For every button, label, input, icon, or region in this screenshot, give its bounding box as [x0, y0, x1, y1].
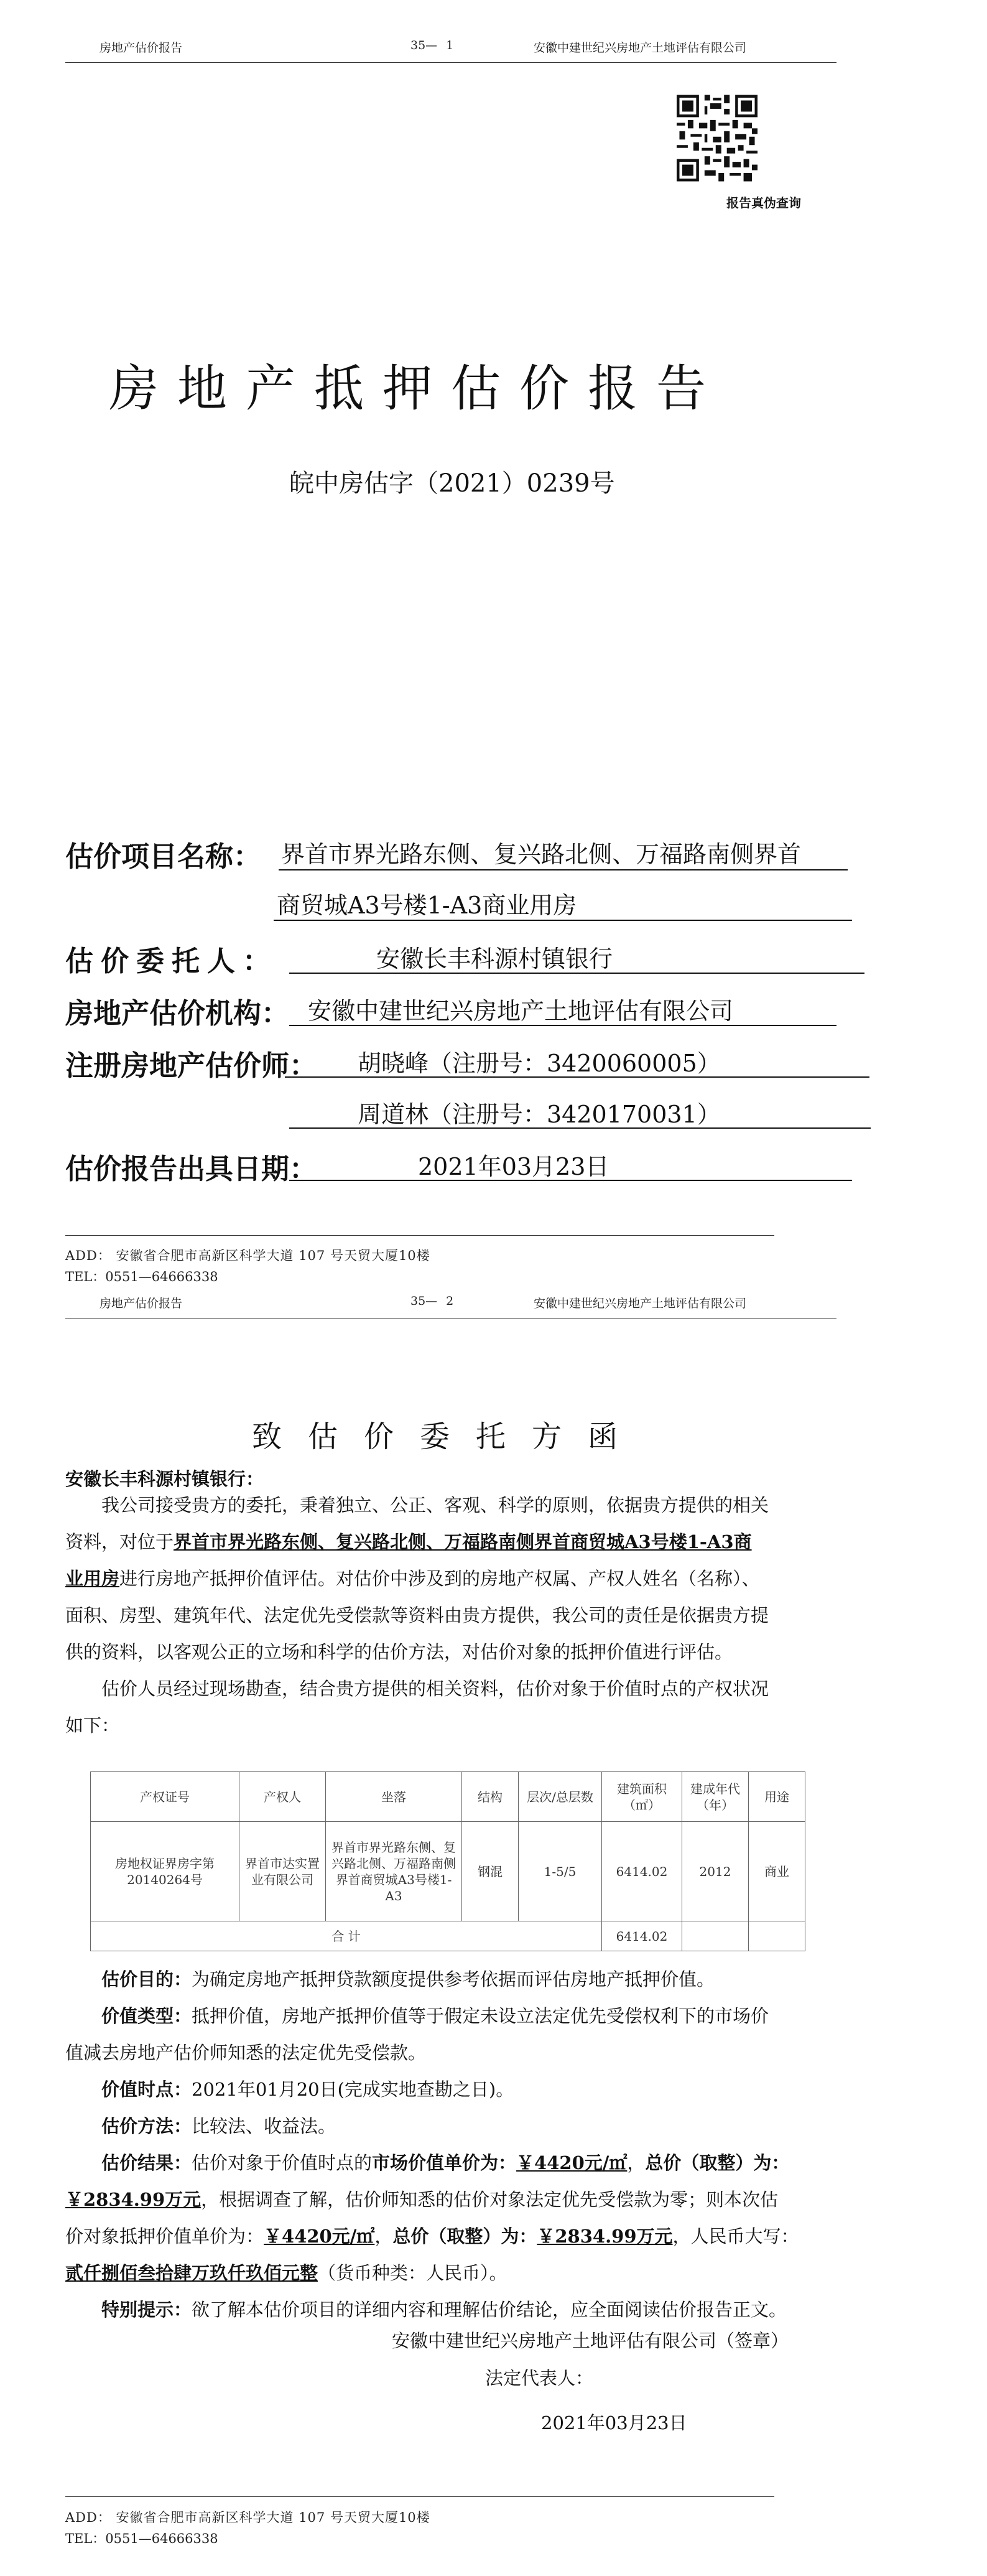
appraiser-2: 周道林（注册号：3420170031）	[358, 1101, 721, 1128]
underline	[289, 1025, 836, 1026]
footer-tel: TEL：0551—64666338	[65, 2531, 218, 2546]
header-page-number: 35— 1	[410, 39, 454, 52]
underline	[285, 1076, 869, 1078]
underline	[279, 869, 848, 870]
table-header: 产权证号	[91, 1772, 239, 1822]
table-row	[91, 1822, 805, 1921]
letter-details: 估价目的：为确定房地产抵押贷款额度提供参考依据而评估房地产抵押价值。 价值类型：抵押价值，房地产抵押价值等于假定未设立法定优先受偿权利下的市场价 值减去房地产估价师知悉的法定优先受偿款。 价值时点：2021年01月20日(完成实地查勘之日)。 估价方法：比较法、收益法。 估价结果：估价对象于价值时点的市场价值单价为：￥4420元/㎡，总价（取整）为： ￥2834.99万元，根据调查了解，估价师知悉的估价对象法定优先受偿款为零；则本次估 价对象抵押价值单价为：￥4420元/㎡，总价（取整）为：￥2834.99万元，人民币大写： 贰仟捌佰叁拾肆万玖仟玖佰元整（货币种类：人民币）。 特别提示：欲了解本估价项目的详细内容和理解估价结论，应全面阅读估价报告正文。	[65, 1969, 799, 2320]
table-cell: 6414.02	[602, 1822, 682, 1921]
project-name-label: 估价项目名称：	[65, 840, 262, 873]
table-cell: 商业	[749, 1822, 805, 1921]
underline	[289, 973, 864, 974]
header-right: 安徽中建世纪兴房地产土地评估有限公司	[534, 41, 747, 55]
table-header: 建筑面积（㎡）	[602, 1772, 682, 1822]
header-left: 房地产估价报告	[100, 41, 183, 55]
table-total-area: 6414.02	[602, 1921, 682, 1951]
letter-paragraph-1: 我公司接受贵方的委托，秉着独立、公正、客观、科学的原则，依据贵方提供的相关 资料，对位于界首市界光路东侧、复兴路北侧、万福路南侧界首商贸城A3号楼1-A3商 业用房进行房地产抵押价值评估。对估价中涉及到的房地产权属、产权人姓名（名称）、 面积、房型、建筑年代、法定优先受偿款等资料由贵方提供，我公司的责任是依据贵方提 供的资料，以客观公正的立场和科学的估价方法，对估价对象的抵押价值进行评估。 估价人员经过现场勘查，结合贵方提供的相关资料，估价对象于价值时点的产权状况 如下：	[65, 1495, 769, 1736]
header-left: 房地产估价报告	[100, 1297, 183, 1310]
qr-code-icon	[677, 95, 758, 182]
client-label: 估价委托人：	[65, 945, 279, 978]
signature-representative: 法定代表人：	[485, 2368, 594, 2389]
property-table	[90, 1771, 805, 1951]
signature-company: 安徽中建世纪兴房地产土地评估有限公司（签章）	[392, 2330, 789, 2351]
letter-title: 致估价委托方函	[252, 1419, 644, 1454]
table-header: 层次/总层数	[519, 1772, 602, 1822]
table-cell: 1-5/5	[519, 1822, 602, 1921]
date-value: 2021年03月23日	[418, 1153, 609, 1180]
table-header: 坐落	[326, 1772, 462, 1822]
table-cell: 房地权证界房字第20140264号	[91, 1822, 239, 1921]
table-cell: 界首市界光路东侧、复兴路北侧、万福路南侧界首商贸城A3号楼1-A3	[326, 1822, 462, 1921]
footer-rule	[65, 2496, 774, 2497]
date-label: 估价报告出具日期：	[65, 1152, 318, 1185]
underline	[289, 1180, 852, 1181]
footer-address: ADD： 安徽省合肥市高新区科学大道 107 号天贸大厦10楼	[65, 1248, 430, 1263]
header-rule	[65, 62, 836, 63]
addressee: 安徽长丰科源村镇银行：	[65, 1468, 264, 1490]
underline	[289, 1127, 871, 1129]
table-header-row	[91, 1772, 805, 1822]
footer-rule	[65, 1235, 774, 1236]
project-name-value-line1: 界首市界光路东侧、复兴路北侧、万福路南侧界首	[281, 841, 802, 868]
table-cell: 界首市达实置业有限公司	[239, 1822, 326, 1921]
table-total-row	[91, 1921, 805, 1951]
table-total-label: 合 计	[91, 1921, 602, 1951]
client-value: 安徽长丰科源村镇银行	[376, 945, 613, 973]
report-title: 房地产抵押估价报告	[109, 360, 725, 418]
table-header: 建成年代（年）	[682, 1772, 749, 1822]
document-number: 皖中房估字（2021）0239号	[289, 469, 615, 498]
table-header: 用途	[749, 1772, 805, 1822]
table-cell	[682, 1921, 749, 1951]
footer-address: ADD： 安徽省合肥市高新区科学大道 107 号天贸大厦10楼	[65, 2510, 430, 2525]
underline	[274, 920, 852, 921]
project-name-value-line2: 商贸城A3号楼1-A3商业用房	[277, 892, 577, 919]
table-cell: 钢混	[462, 1822, 519, 1921]
signature-date: 2021年03月23日	[541, 2412, 687, 2434]
header-right: 安徽中建世纪兴房地产土地评估有限公司	[534, 1297, 747, 1310]
table-cell	[749, 1921, 805, 1951]
table-header: 结构	[462, 1772, 519, 1822]
agency-value: 安徽中建世纪兴房地产土地评估有限公司	[308, 997, 734, 1025]
appraiser-label: 注册房地产估价师：	[65, 1049, 318, 1082]
qr-caption: 报告真伪查询	[726, 195, 801, 210]
footer-tel: TEL：0551—64666338	[65, 1269, 218, 1284]
agency-label: 房地产估价机构：	[65, 997, 290, 1030]
table-header: 产权人	[239, 1772, 326, 1822]
header-page-number: 35— 2	[410, 1294, 454, 1308]
table-cell: 2012	[682, 1822, 749, 1921]
appraiser-1: 胡晓峰（注册号：3420060005）	[358, 1050, 721, 1077]
